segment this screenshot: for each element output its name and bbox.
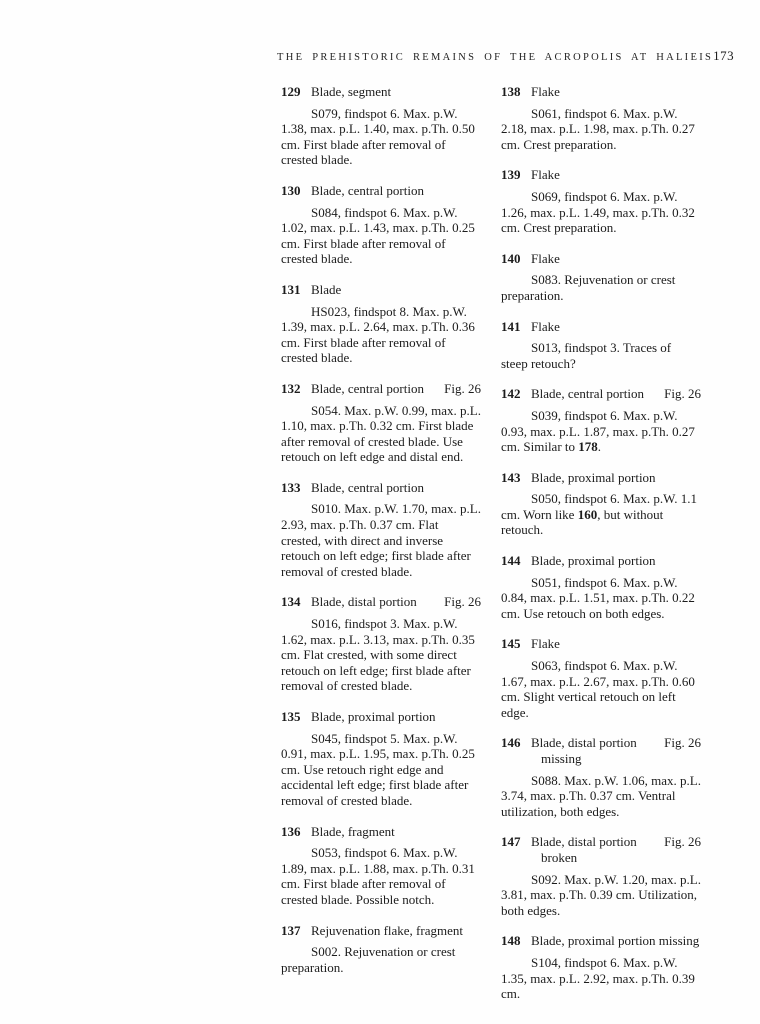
entry-description: [501, 106, 701, 153]
entry-title: Flake: [531, 84, 560, 99]
entry-titles: [531, 386, 658, 402]
catalog-entry: [501, 834, 701, 918]
entry-description: [501, 872, 701, 919]
entry-titles: [531, 251, 695, 267]
entry-description: [501, 658, 701, 720]
description-text: S079, findspot 6. Max. p.W. 1.38, max. p.L. 1.40, max. p.Th. 0.50 cm. First blade after removal of crested blade.: [281, 105, 475, 168]
entry-description: [281, 501, 481, 579]
entry-description: [281, 845, 481, 907]
page-number: 173: [713, 48, 735, 63]
entry-heading: [501, 636, 701, 652]
catalog-entry: [501, 386, 701, 454]
entry-titles: [531, 834, 658, 865]
entry-number: 131: [281, 281, 301, 297]
entry-titles: [311, 594, 438, 610]
description-text: S010. Max. p.W. 1.70, max. p.L. 2.93, max. p.Th. 0.37 cm. Flat crested, with direct and inverse retouch on left edge; first blade after removal of crested blade.: [281, 501, 481, 579]
entry-heading: [501, 933, 701, 949]
entry-title: Blade, distal portion: [531, 735, 637, 751]
entry-titles: [311, 282, 475, 298]
running-head-title: THE PREHISTORIC REMAINS OF THE ACROPOLIS AT HALIEIS: [277, 52, 714, 63]
entry-heading: [281, 282, 481, 298]
entry-number: 138: [501, 84, 521, 99]
entry-number: 132: [281, 380, 301, 396]
description-text: S104, findspot 6. Max. p.W. 1.35, max. p.L. 2.92, max. p.Th. 0.39 cm.: [501, 954, 695, 1002]
entry-description: [281, 616, 481, 694]
entry-title: Flake: [531, 167, 560, 183]
entry-description: [501, 955, 701, 1002]
entry-heading: [281, 923, 481, 939]
entry-heading: [281, 480, 481, 496]
entry-title-continuation: broken: [541, 849, 578, 865]
entry-heading: [501, 553, 701, 569]
entry-number: 147: [501, 834, 521, 850]
figure-reference: Fig. 26: [664, 735, 701, 751]
entry-heading: [501, 319, 701, 335]
entry-description: [281, 304, 481, 366]
entry-number: 141: [501, 318, 521, 334]
entry-number: 135: [281, 709, 301, 724]
entry-titles: [531, 84, 695, 100]
entry-number: 148: [501, 933, 521, 949]
description-text: S053, findspot 6. Max. p.W. 1.89, max. p.L. 1.88, max. p.Th. 0.31 cm. First blade after removal of crested blade. Possible notch.: [281, 845, 475, 907]
catalog-entry: [281, 183, 481, 267]
entry-heading: [281, 84, 481, 100]
entry-title-continuation: missing: [541, 751, 582, 766]
entry-number: 134: [281, 594, 301, 610]
entry-heading: [501, 735, 701, 766]
entry-titles: [531, 470, 695, 486]
description-text: S045, findspot 5. Max. p.W. 0.91, max. p.L. 1.95, max. p.Th. 0.25 cm. Use retouch right edge and accidental left edge; first blade after removal of crested blade.: [281, 730, 475, 808]
description-text: S051, findspot 6. Max. p.W. 0.84, max. p.L. 1.51, max. p.Th. 0.22 cm. Use retouch on both edges.: [501, 574, 695, 621]
entry-title: Blade, proximal portion: [531, 469, 656, 485]
description-text: .: [597, 439, 602, 455]
catalog-entry: [501, 636, 701, 720]
entry-title: Blade, segment: [311, 84, 392, 99]
catalog-entry: [281, 381, 481, 465]
figure-reference: Fig. 26: [664, 834, 701, 850]
figure-reference: Fig. 26: [444, 380, 481, 396]
entry-title: Blade: [311, 281, 342, 297]
entry-heading: [281, 183, 481, 199]
entry-number: 133: [281, 479, 301, 495]
catalog-entry: [281, 84, 481, 168]
entry-titles: [311, 381, 438, 397]
entry-number: 130: [281, 182, 301, 198]
catalog-entry: [281, 282, 481, 366]
column-right: [501, 84, 701, 1017]
description-text: S092. Max. p.W. 1.20, max. p.L. 3.81, max. p.Th. 0.39 cm. Utilization, both edges.: [501, 871, 701, 918]
entry-titles: [531, 553, 695, 569]
entry-number: 144: [501, 553, 521, 569]
catalog-entry: [281, 480, 481, 580]
entry-number: 140: [501, 250, 521, 266]
entry-number: 142: [501, 386, 521, 402]
entry-description: [281, 205, 481, 267]
entry-heading: [281, 824, 481, 840]
entry-number: 137: [281, 922, 301, 938]
entry-titles: [531, 933, 700, 949]
figure-reference: Fig. 26: [664, 386, 701, 402]
entry-heading: [281, 381, 481, 397]
entry-heading: [501, 84, 701, 100]
catalog-entry: [501, 933, 701, 1001]
figure-reference: Fig. 26: [444, 594, 481, 610]
entry-titles: [531, 735, 658, 766]
entry-title: Blade, central portion: [531, 386, 644, 402]
entry-number: 145: [501, 636, 521, 652]
description-text: HS023, findspot 8. Max. p.W. 1.39, max. p.L. 2.64, max. p.Th. 0.36 cm. First blade after removal of crested blade.: [281, 303, 475, 366]
entry-titles: [311, 824, 475, 840]
entry-heading: [501, 167, 701, 183]
catalog-cross-reference: 178: [578, 439, 598, 455]
catalog-entry: [501, 167, 701, 235]
catalog-entry: [281, 709, 481, 809]
entry-title: Blade, central portion: [311, 479, 424, 495]
description-text: , but without retouch.: [501, 506, 664, 538]
entry-title: Flake: [531, 318, 560, 334]
running-head: [277, 48, 735, 64]
entry-title: Blade, central portion: [311, 380, 424, 396]
description-text: S054. Max. p.W. 0.99, max. p.L. 1.10, max. p.Th. 0.32 cm. First blade after removal of crested blade. Use retouch on left edge and distal end.: [281, 402, 481, 465]
entry-description: [281, 106, 481, 168]
entry-title: Blade, fragment: [311, 823, 395, 839]
description-text: S084, findspot 6. Max. p.W. 1.02, max. p.L. 1.43, max. p.Th. 0.25 cm. First blade after removal of crested blade.: [281, 204, 475, 267]
entry-description: [501, 491, 701, 538]
entry-description: [501, 272, 701, 303]
entry-description: [501, 575, 701, 622]
entry-number: 139: [501, 167, 521, 183]
entry-description: [501, 773, 701, 820]
entry-heading: [501, 251, 701, 267]
description-text: S083. Rejuvenation or crest preparation.: [501, 272, 676, 303]
entry-titles: [531, 167, 695, 183]
entry-titles: [311, 709, 475, 725]
entry-titles: [311, 480, 475, 496]
entry-number: 129: [281, 84, 301, 99]
entry-title: Blade, proximal portion: [531, 553, 656, 569]
entry-titles: [311, 183, 475, 199]
entry-title: Flake: [531, 250, 560, 266]
description-text: S002. Rejuvenation or crest preparation.: [281, 944, 456, 975]
entry-titles: [531, 636, 695, 652]
catalog-entry: [501, 470, 701, 538]
entry-heading: [501, 470, 701, 486]
entry-heading: [281, 709, 481, 725]
entry-title: Flake: [531, 636, 560, 652]
catalog-entry: [501, 553, 701, 621]
entry-title: Rejuvenation flake, fragment: [311, 922, 463, 938]
description-text: S013, findspot 3. Traces of steep retouch?: [501, 340, 672, 371]
entry-heading: [501, 834, 701, 865]
entry-title: Blade, distal portion: [531, 834, 637, 850]
entry-number: 136: [281, 823, 301, 839]
entry-title: Blade, central portion: [311, 182, 424, 198]
entry-titles: [311, 923, 475, 939]
description-text: S039, findspot 6. Max. p.W. 0.93, max. p.L. 1.87, max. p.Th. 0.27 cm. Similar to: [501, 407, 695, 455]
catalog-entry: [281, 594, 481, 694]
entry-heading: [501, 386, 701, 402]
catalog-cross-reference: 160: [577, 506, 598, 522]
entry-description: [501, 408, 701, 455]
entry-description: [281, 944, 481, 975]
description-text: S063, findspot 6. Max. p.W. 1.67, max. p.L. 2.67, max. p.Th. 0.60 cm. Slight vertical retouch on left edge.: [501, 658, 695, 720]
catalog-entry: [281, 923, 481, 976]
entry-description: [281, 403, 481, 465]
entry-description: [281, 731, 481, 809]
catalog-entry: [281, 824, 481, 908]
entry-number: 143: [501, 469, 521, 485]
entry-description: [501, 189, 701, 236]
entry-heading: [281, 594, 481, 610]
description-text: S016, findspot 3. Max. p.W. 1.62, max. p.L. 3.13, max. p.Th. 0.35 cm. Flat crested, with some direct retouch on left edge; first blade after removal of crested blade.: [281, 616, 475, 694]
entry-title: Blade, proximal portion missing: [531, 933, 700, 949]
description-text: S061, findspot 6. Max. p.W. 2.18, max. p.L. 1.98, max. p.Th. 0.27 cm. Crest preparation.: [501, 105, 695, 152]
entry-titles: [311, 84, 475, 100]
entry-titles: [531, 319, 695, 335]
description-text: S088. Max. p.W. 1.06, max. p.L. 3.74, max. p.Th. 0.37 cm. Ventral utilization, both edges.: [501, 772, 701, 819]
description-text: S050, findspot 6. Max. p.W. 1.1 cm. Worn like: [501, 491, 697, 522]
description-text: S069, findspot 6. Max. p.W. 1.26, max. p.L. 1.49, max. p.Th. 0.32 cm. Crest preparation.: [501, 188, 695, 236]
column-left: [281, 84, 481, 990]
catalog-entry: [501, 251, 701, 304]
catalog-entry: [501, 735, 701, 819]
entry-number: 146: [501, 735, 521, 751]
catalog-entry: [501, 84, 701, 152]
entry-title: Blade, distal portion: [311, 594, 417, 610]
entry-description: [501, 340, 701, 371]
entry-title: Blade, proximal portion: [311, 709, 436, 724]
catalog-entry: [501, 319, 701, 372]
